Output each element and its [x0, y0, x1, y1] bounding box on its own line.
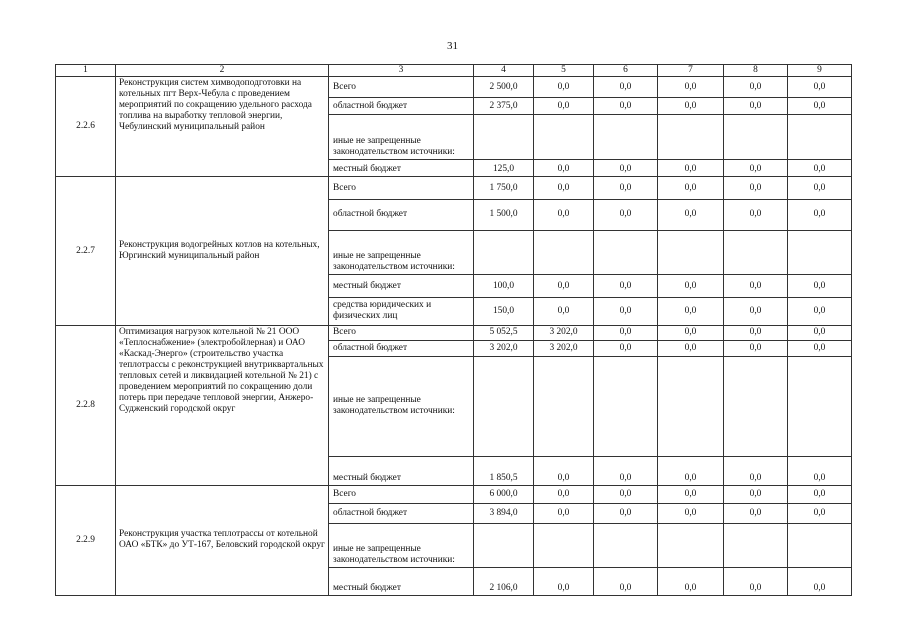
amount-cell: 0,0	[658, 456, 724, 485]
amount-cell: 0,0	[534, 297, 594, 325]
amount-cell: 0,0	[594, 275, 658, 298]
amount-cell: 0,0	[724, 297, 788, 325]
item-name: Реконструкция систем химводоподготовки на котельных пгт Верх-Чебула с проведением мероприятий по сокращению удельного расхода топлива на выработку тепловой энергии, Чебулинский муниципальный район	[116, 77, 329, 177]
table-row	[56, 177, 852, 200]
page-number: 31	[447, 40, 458, 52]
amount-cell: 0,0	[594, 200, 658, 231]
amount-cell: 0,0	[534, 485, 594, 504]
amount-cell: 0,0	[658, 77, 724, 98]
amount-cell: 0,0	[594, 97, 658, 115]
funding-source: средства юридических и физических лиц	[329, 297, 474, 325]
amount-cell: 0,0	[788, 485, 852, 504]
amount-cell: 0,0	[724, 177, 788, 200]
amount-cell: 0,0	[594, 567, 658, 595]
funding-source: местный бюджет	[329, 456, 474, 485]
table-row	[56, 325, 852, 340]
column-header: 5	[534, 65, 594, 77]
amount-cell: 0,0	[534, 97, 594, 115]
amount-cell: 0,0	[658, 341, 724, 356]
funding-source: областной бюджет	[329, 504, 474, 524]
amount-cell	[534, 356, 594, 456]
funding-source: местный бюджет	[329, 159, 474, 177]
amount-cell: 0,0	[788, 297, 852, 325]
amount-cell: 0,0	[724, 341, 788, 356]
amount-cell: 100,0	[474, 275, 534, 298]
amount-cell: 0,0	[724, 325, 788, 340]
amount-cell	[534, 523, 594, 567]
amount-cell	[594, 115, 658, 159]
funding-source: местный бюджет	[329, 275, 474, 298]
amount-cell: 0,0	[724, 200, 788, 231]
column-header: 7	[658, 65, 724, 77]
amount-cell: 0,0	[788, 200, 852, 231]
amount-cell: 0,0	[724, 77, 788, 98]
amount-cell: 2 106,0	[474, 567, 534, 595]
item-code: 2.2.6	[56, 77, 116, 177]
amount-cell: 0,0	[534, 275, 594, 298]
amount-cell: 0,0	[594, 504, 658, 524]
amount-cell: 0,0	[788, 341, 852, 356]
funding-source: иные не запрещенные законодательством источники:	[329, 115, 474, 159]
amount-cell: 0,0	[724, 485, 788, 504]
funding-source: местный бюджет	[329, 567, 474, 595]
amount-cell: 0,0	[534, 456, 594, 485]
amount-cell: 0,0	[658, 567, 724, 595]
funding-source: областной бюджет	[329, 341, 474, 356]
amount-cell: 0,0	[724, 567, 788, 595]
item-name: Реконструкция водогрейных котлов на котельных, Юргинский муниципальный район	[116, 177, 329, 325]
amount-cell: 0,0	[594, 77, 658, 98]
amount-cell: 125,0	[474, 159, 534, 177]
column-header: 8	[724, 65, 788, 77]
amount-cell: 0,0	[788, 77, 852, 98]
amount-cell: 0,0	[594, 297, 658, 325]
item-name: Оптимизация нагрузок котельной № 21 ООО «Теплоснабжение» (электробойлерная) и ОАО «Каскад-Энерго» (строительство участка теплотрассы с реконструкцией внутриквартальных тепловых сетей и ликвидацией котельной № 21) с проведением мероприятий по сокращению доли потерь при передаче тепловой энергии, Анжеро-Судженский городской округ	[116, 325, 329, 485]
amount-cell: 0,0	[788, 159, 852, 177]
item-name: Реконструкция участка теплотрассы от котельной ОАО «БТК» до УТ-167, Беловский городской округ	[116, 485, 329, 595]
amount-cell	[658, 115, 724, 159]
amount-cell: 3 202,0	[474, 341, 534, 356]
amount-cell	[534, 230, 594, 274]
amount-cell: 0,0	[534, 504, 594, 524]
table-row	[56, 485, 852, 504]
amount-cell: 0,0	[658, 177, 724, 200]
amount-cell: 0,0	[534, 77, 594, 98]
budget-table	[55, 64, 852, 596]
amount-cell: 0,0	[534, 567, 594, 595]
amount-cell	[788, 230, 852, 274]
funding-source: Всего	[329, 177, 474, 200]
amount-cell	[594, 523, 658, 567]
amount-cell: 0,0	[658, 200, 724, 231]
amount-cell: 0,0	[658, 159, 724, 177]
amount-cell	[724, 230, 788, 274]
funding-source: иные не запрещенные законодательством источники:	[329, 356, 474, 456]
amount-cell: 0,0	[594, 485, 658, 504]
amount-cell: 0,0	[724, 504, 788, 524]
amount-cell	[724, 356, 788, 456]
amount-cell: 0,0	[658, 97, 724, 115]
amount-cell: 0,0	[594, 341, 658, 356]
column-header-row	[56, 65, 852, 77]
amount-cell	[724, 523, 788, 567]
amount-cell: 0,0	[534, 159, 594, 177]
amount-cell: 0,0	[658, 325, 724, 340]
amount-cell	[474, 356, 534, 456]
amount-cell	[658, 230, 724, 274]
amount-cell: 0,0	[658, 275, 724, 298]
amount-cell: 1 850,5	[474, 456, 534, 485]
amount-cell: 3 202,0	[534, 341, 594, 356]
amount-cell: 0,0	[788, 456, 852, 485]
column-header: 3	[329, 65, 474, 77]
amount-cell: 3 894,0	[474, 504, 534, 524]
amount-cell: 0,0	[788, 504, 852, 524]
amount-cell	[474, 115, 534, 159]
amount-cell: 6 000,0	[474, 485, 534, 504]
amount-cell	[724, 115, 788, 159]
amount-cell: 0,0	[594, 456, 658, 485]
table-row	[56, 77, 852, 98]
amount-cell: 0,0	[594, 177, 658, 200]
amount-cell	[594, 356, 658, 456]
funding-source: областной бюджет	[329, 200, 474, 231]
amount-cell	[474, 230, 534, 274]
amount-cell: 0,0	[534, 200, 594, 231]
amount-cell: 0,0	[594, 159, 658, 177]
amount-cell	[788, 523, 852, 567]
amount-cell: 0,0	[724, 275, 788, 298]
funding-source: Всего	[329, 325, 474, 340]
amount-cell: 0,0	[658, 297, 724, 325]
amount-cell: 1 750,0	[474, 177, 534, 200]
item-code: 2.2.8	[56, 325, 116, 485]
amount-cell: 0,0	[788, 275, 852, 298]
amount-cell: 0,0	[788, 325, 852, 340]
amount-cell: 1 500,0	[474, 200, 534, 231]
funding-source: иные не запрещенные законодательством источники:	[329, 523, 474, 567]
item-code: 2.2.9	[56, 485, 116, 595]
column-header: 1	[56, 65, 116, 77]
amount-cell: 2 500,0	[474, 77, 534, 98]
amount-cell	[658, 356, 724, 456]
amount-cell: 0,0	[788, 97, 852, 115]
amount-cell	[594, 230, 658, 274]
amount-cell: 5 052,5	[474, 325, 534, 340]
amount-cell: 0,0	[724, 159, 788, 177]
amount-cell	[788, 115, 852, 159]
amount-cell: 0,0	[724, 456, 788, 485]
amount-cell	[474, 523, 534, 567]
amount-cell: 3 202,0	[534, 325, 594, 340]
funding-source: областной бюджет	[329, 97, 474, 115]
amount-cell: 0,0	[788, 567, 852, 595]
funding-source: Всего	[329, 485, 474, 504]
table-body	[56, 65, 852, 596]
column-header: 4	[474, 65, 534, 77]
column-header: 6	[594, 65, 658, 77]
amount-cell: 2 375,0	[474, 97, 534, 115]
amount-cell: 150,0	[474, 297, 534, 325]
column-header: 9	[788, 65, 852, 77]
amount-cell: 0,0	[534, 177, 594, 200]
amount-cell	[788, 356, 852, 456]
column-header: 2	[116, 65, 329, 77]
amount-cell	[658, 523, 724, 567]
funding-source: Всего	[329, 77, 474, 98]
amount-cell: 0,0	[724, 97, 788, 115]
item-code: 2.2.7	[56, 177, 116, 325]
amount-cell: 0,0	[594, 325, 658, 340]
amount-cell: 0,0	[658, 485, 724, 504]
funding-source: иные не запрещенные законодательством источники:	[329, 230, 474, 274]
amount-cell: 0,0	[658, 504, 724, 524]
amount-cell	[534, 115, 594, 159]
amount-cell: 0,0	[788, 177, 852, 200]
